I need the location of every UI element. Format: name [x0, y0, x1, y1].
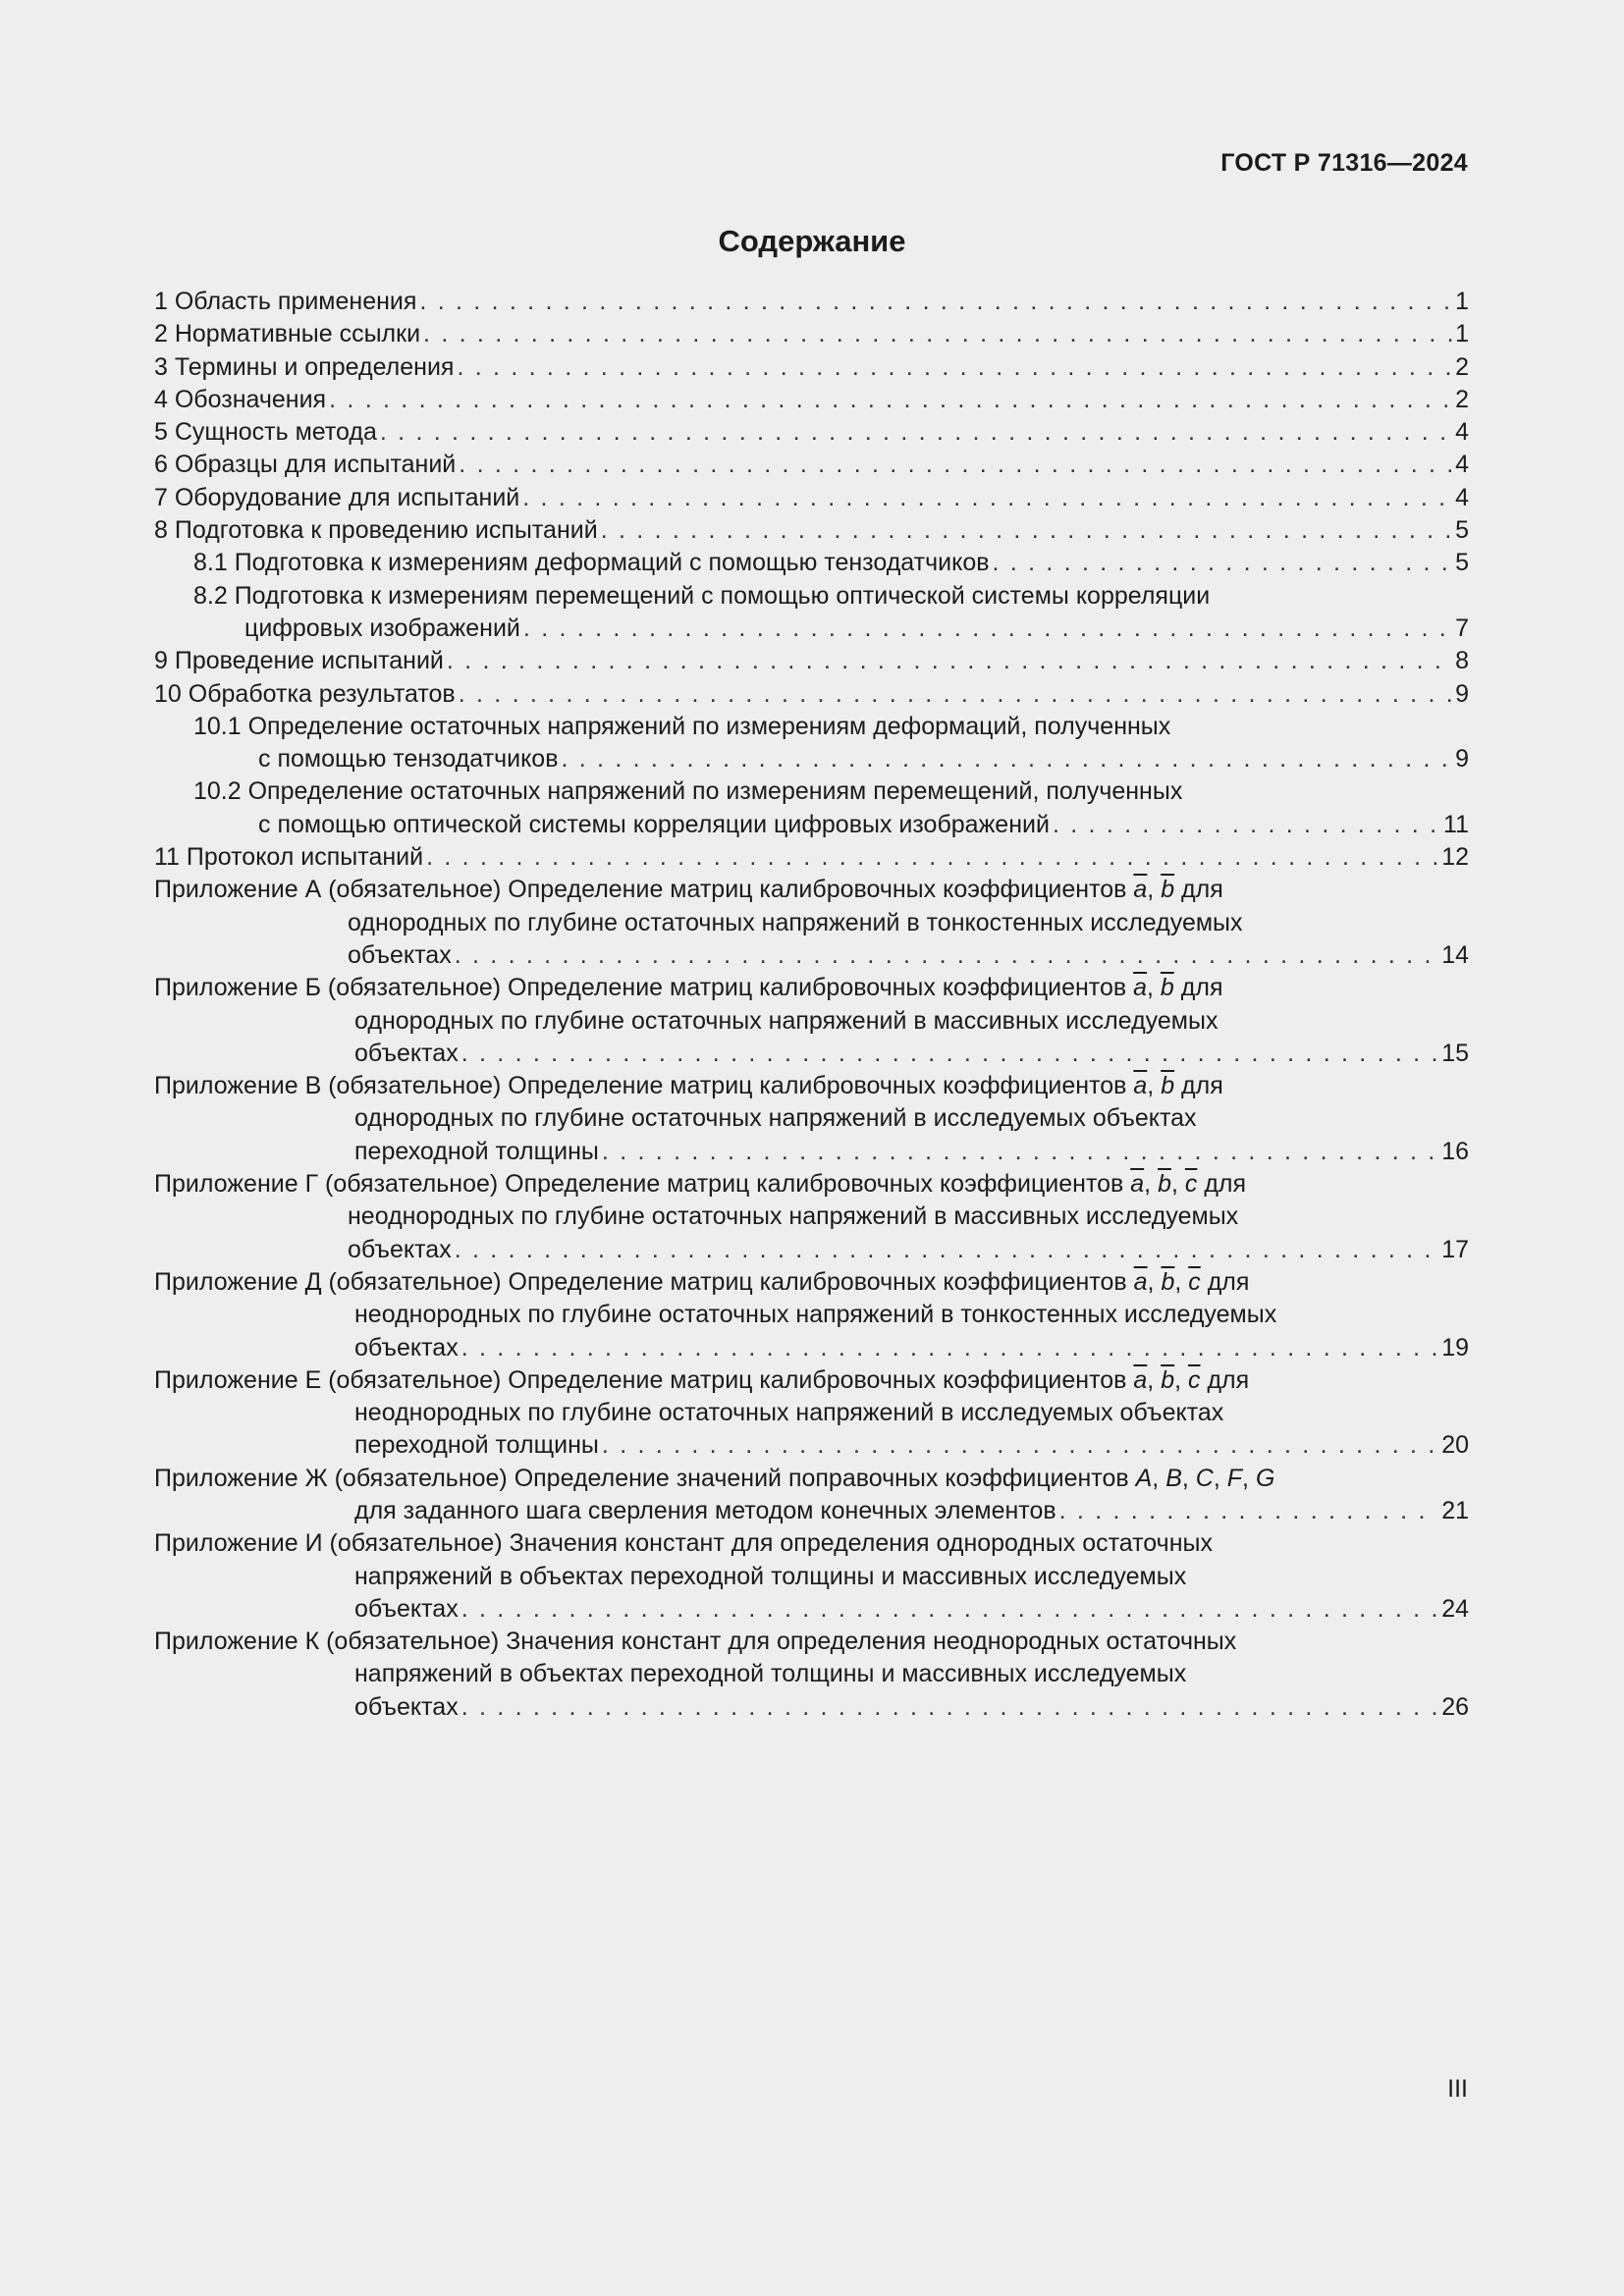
- separator: ,: [1152, 1464, 1166, 1492]
- vector-symbol: $\overline{c}$: [1184, 1170, 1198, 1199]
- toc-entry-title: [154, 1070, 1469, 1102]
- coefficient-symbol: B: [1165, 1464, 1182, 1492]
- toc-page-number: 9: [1455, 745, 1469, 774]
- vector-symbol: $\overline{c}$: [1188, 1365, 1201, 1394]
- toc-entry-text: для: [1174, 876, 1223, 904]
- toc-entry-line: [154, 1658, 1469, 1690]
- dot-leader: [601, 514, 1452, 547]
- toc-entry-appV[interactable]: [154, 1070, 1469, 1168]
- toc-entry-text: неоднородных по глубине остаточных напряжений в тонкостенных исследуемых: [354, 1301, 1277, 1329]
- dot-leader: [461, 1691, 1438, 1724]
- dot-leader: [459, 678, 1452, 711]
- dot-leader: [523, 613, 1452, 645]
- vector-symbol: $\overline{b}$: [1158, 1170, 1171, 1199]
- table-of-contents: [154, 286, 1469, 1724]
- toc-entry-last-line: [154, 1038, 1469, 1070]
- toc-page-number: 1: [1455, 288, 1469, 315]
- coefficient-symbol: G: [1255, 1464, 1275, 1492]
- dot-leader: [522, 482, 1452, 514]
- separator: ,: [1147, 974, 1161, 1002]
- separator: ,: [1170, 1170, 1185, 1199]
- toc-page-number: 11: [1443, 810, 1469, 838]
- toc-entry-last-line: [154, 416, 1469, 449]
- separator: ,: [1147, 1267, 1162, 1296]
- separator: ,: [1147, 876, 1162, 904]
- toc-entry-title: [154, 1364, 1469, 1397]
- dot-leader: [459, 449, 1452, 481]
- vector-symbol: $\overline{a}$: [1133, 974, 1148, 1002]
- vector-symbol: $\overline{b}$: [1161, 1072, 1175, 1100]
- toc-entry-appE[interactable]: [154, 1364, 1469, 1463]
- vector-symbol: $\overline{a}$: [1133, 876, 1148, 904]
- toc-entry-last-line: [154, 1332, 1469, 1364]
- toc-entry-text: 7 Оборудование для испытаний: [154, 483, 520, 511]
- page-number: III: [1447, 2075, 1468, 2103]
- toc-page-number: 16: [1441, 1137, 1469, 1165]
- toc-page-number: 8: [1455, 647, 1469, 675]
- dot-leader: [461, 1332, 1438, 1364]
- toc-entry-text: объектах: [348, 1235, 452, 1263]
- toc-entry-text: Приложение И (обязательное) Значения констант для определения однородных остаточных: [154, 1529, 1213, 1558]
- dot-leader: [461, 1038, 1438, 1070]
- toc-entry-line: [154, 1397, 1469, 1429]
- toc-entry-text: напряжений в объектах переходной толщины и массивных исследуемых: [354, 1660, 1187, 1688]
- separator: ,: [1213, 1464, 1227, 1492]
- toc-entry-text: 6 Образцы для испытаний: [154, 451, 457, 479]
- toc-entry-text: Приложение Б (обязательное) Определение матриц калибровочных коэффициентов: [154, 974, 1134, 1002]
- toc-entry-text: переходной толщины: [354, 1137, 599, 1165]
- toc-entry-text: Приложение Г (обязательное) Определение матриц калибровочных коэффициентов: [154, 1170, 1131, 1199]
- toc-entry-title: [154, 874, 1469, 906]
- vector-symbol: $\overline{a}$: [1133, 1072, 1148, 1100]
- toc-entry-text: Приложение Е (обязательное) Определение матриц калибровочных коэффициентов: [154, 1365, 1134, 1394]
- toc-entry-text: неоднородных по глубине остаточных напряжений в массивных исследуемых: [348, 1202, 1239, 1231]
- dot-leader: [447, 645, 1452, 677]
- toc-entry-text: объектах: [348, 940, 452, 969]
- toc-entry-text: цифровых изображений: [244, 614, 520, 642]
- separator: ,: [1181, 1464, 1196, 1492]
- toc-entry-appD[interactable]: [154, 1266, 1469, 1364]
- toc-entry-last-line: [154, 841, 1469, 874]
- toc-entry-last-line: [193, 743, 1469, 775]
- toc-page-number: 14: [1441, 940, 1469, 969]
- toc-entry-s9[interactable]: [154, 645, 1469, 677]
- vector-symbol: $\overline{b}$: [1161, 1365, 1175, 1394]
- vector-symbol: $\overline{a}$: [1133, 1365, 1148, 1394]
- toc-entry-appI[interactable]: [154, 1527, 1469, 1626]
- toc-entry-text: объектах: [354, 1692, 459, 1721]
- toc-entry-text: 8.1 Подготовка к измерениям деформаций с помощью тензодатчиков: [193, 549, 990, 577]
- toc-entry-appK[interactable]: [154, 1626, 1469, 1724]
- toc-entry-last-line: [193, 547, 1469, 579]
- toc-entry-text: 8.2 Подготовка к измерениям перемещений с помощью оптической системы корреляции: [193, 581, 1211, 610]
- toc-entry-last-line: [154, 1429, 1469, 1462]
- dot-leader: [423, 318, 1452, 350]
- toc-entry-s2[interactable]: [154, 318, 1469, 350]
- toc-entry-appG[interactable]: [154, 1168, 1469, 1266]
- toc-entry-last-line: [154, 384, 1469, 416]
- toc-entry-text: Приложение К (обязательное) Значения констант для определения неоднородных остаточных: [154, 1628, 1237, 1656]
- toc-entry-title: [154, 1626, 1469, 1658]
- toc-page-number: 19: [1441, 1333, 1469, 1362]
- dot-leader: [380, 416, 1452, 449]
- toc-entry-line: [154, 1299, 1469, 1331]
- dot-leader: [602, 1429, 1438, 1462]
- toc-entry-text: 10.2 Определение остаточных напряжений по измерениям перемещений, полученных: [193, 777, 1183, 806]
- toc-page-number: 4: [1455, 483, 1469, 511]
- toc-page-number: 1: [1455, 320, 1469, 348]
- toc-entry-last-line: [154, 1234, 1469, 1266]
- toc-entry-text: 11 Протокол испытаний: [154, 843, 424, 872]
- dot-leader: [993, 547, 1453, 579]
- toc-entry-text: однородных по глубине остаточных напряжений в исследуемых объектах: [354, 1104, 1197, 1133]
- toc-page-number: 5: [1455, 549, 1469, 577]
- toc-entry-text: 1 Область применения: [154, 288, 417, 315]
- vector-symbol: $\overline{a}$: [1130, 1170, 1145, 1199]
- dot-leader: [1059, 1495, 1439, 1527]
- dot-leader: [455, 939, 1438, 972]
- toc-entry-text: с помощью оптической системы корреляции цифровых изображений: [258, 810, 1050, 838]
- toc-entry-text: 2 Нормативные ссылки: [154, 320, 421, 348]
- vector-symbol: $\overline{b}$: [1161, 1267, 1175, 1296]
- toc-page-number: 24: [1441, 1594, 1469, 1623]
- toc-page-number: 4: [1455, 418, 1469, 447]
- toc-entry-text: неоднородных по глубине остаточных напряжений в исследуемых объектах: [354, 1399, 1224, 1427]
- toc-entry-last-line: [154, 482, 1469, 514]
- toc-entry-s10_2[interactable]: [154, 775, 1469, 841]
- toc-entry-last-line: [154, 1593, 1469, 1626]
- separator: ,: [1144, 1170, 1159, 1199]
- toc-entry-text: объектах: [354, 1333, 459, 1362]
- toc-entry-appB[interactable]: [154, 972, 1469, 1070]
- toc-entry-appZh[interactable]: [154, 1463, 1469, 1528]
- toc-page-number: 20: [1441, 1431, 1469, 1460]
- toc-entry-text: 9 Проведение испытаний: [154, 647, 444, 675]
- toc-entry-text: 10.1 Определение остаточных напряжений по измерениям деформаций, полученных: [193, 712, 1171, 740]
- toc-entry-line: [154, 1201, 1469, 1233]
- dot-leader: [457, 351, 1452, 384]
- dot-leader: [1053, 809, 1440, 841]
- toc-entry-text: 5 Сущность метода: [154, 418, 377, 447]
- toc-entry-text: Приложение Д (обязательное) Определение матриц калибровочных коэффициентов: [154, 1267, 1134, 1296]
- toc-entry-s8_2[interactable]: [154, 580, 1469, 646]
- toc-entry-text: объектах: [354, 1039, 459, 1067]
- toc-entry-text: Приложение В (обязательное) Определение матриц калибровочных коэффициентов: [154, 1072, 1134, 1100]
- toc-entry-line: [193, 580, 1469, 613]
- separator: ,: [1147, 1072, 1162, 1100]
- toc-page-number: 26: [1441, 1692, 1469, 1721]
- toc-page-number: 9: [1455, 679, 1469, 708]
- toc-entry-text: однородных по глубине остаточных напряжений в массивных исследуемых: [354, 1006, 1218, 1035]
- toc-entry-text: Приложение А (обязательное) Определение матриц калибровочных коэффициентов: [154, 876, 1134, 904]
- toc-entry-title: [154, 1168, 1469, 1201]
- dot-leader: [455, 1234, 1438, 1266]
- toc-page-number: 17: [1441, 1235, 1469, 1263]
- dot-leader: [561, 743, 1452, 775]
- toc-entry-text: для заданного шага сверления методом конечных элементов: [354, 1496, 1056, 1524]
- vector-symbol: $\overline{b}$: [1160, 974, 1174, 1002]
- toc-entry-text: 4 Обозначения: [154, 385, 327, 413]
- toc-entry-s5[interactable]: [154, 416, 1469, 449]
- toc-entry-text: переходной толщины: [354, 1431, 599, 1460]
- vector-symbol: $\overline{b}$: [1161, 876, 1175, 904]
- toc-entry-s8[interactable]: [154, 514, 1469, 547]
- toc-entry-text: для: [1197, 1170, 1247, 1199]
- toc-entry-text: 10 Обработка результатов: [154, 679, 456, 708]
- dot-leader: [461, 1593, 1438, 1626]
- toc-entry-s11[interactable]: [154, 841, 1469, 874]
- toc-entry-last-line: [154, 939, 1469, 972]
- toc-entry-last-line: [154, 1495, 1469, 1527]
- separator: ,: [1242, 1464, 1256, 1492]
- toc-entry-title: [154, 1463, 1469, 1495]
- toc-entry-text: для: [1173, 974, 1223, 1002]
- toc-entry-text: 8 Подготовка к проведению испытаний: [154, 516, 598, 545]
- toc-entry-last-line: [154, 1136, 1469, 1168]
- page-title: Содержание: [718, 224, 906, 258]
- toc-entry-text: объектах: [354, 1594, 459, 1623]
- dot-leader: [419, 286, 1452, 318]
- toc-entry-s1[interactable]: [154, 286, 1469, 318]
- toc-entry-last-line: [154, 449, 1469, 481]
- toc-entry-text: однородных по глубине остаточных напряжений в тонкостенных исследуемых: [348, 908, 1243, 936]
- coefficient-symbol: F: [1226, 1464, 1243, 1492]
- toc-entry-last-line: [154, 286, 1469, 318]
- separator: ,: [1147, 1365, 1162, 1394]
- toc-entry-line: [193, 711, 1469, 743]
- toc-entry-line: [154, 1005, 1469, 1038]
- toc-entry-last-line: [154, 678, 1469, 711]
- toc-entry-last-line: [154, 645, 1469, 677]
- toc-entry-text: для: [1200, 1267, 1250, 1296]
- dot-leader: [329, 384, 1452, 416]
- toc-entry-line: [154, 907, 1469, 939]
- toc-entry-s10[interactable]: [154, 678, 1469, 711]
- vector-symbol: $\overline{c}$: [1188, 1267, 1201, 1296]
- toc-entry-line: [193, 775, 1469, 808]
- toc-page-number: 7: [1455, 614, 1469, 642]
- toc-entry-title: [154, 1527, 1469, 1560]
- coefficient-symbol: C: [1195, 1464, 1214, 1492]
- vector-symbol: $\overline{a}$: [1133, 1267, 1148, 1296]
- toc-entry-s7[interactable]: [154, 482, 1469, 514]
- toc-entry-last-line: [154, 351, 1469, 384]
- toc-entry-title: [154, 972, 1469, 1004]
- toc-entry-s3[interactable]: [154, 351, 1469, 384]
- toc-page-number: 2: [1455, 385, 1469, 413]
- toc-entry-s10_1[interactable]: [154, 711, 1469, 776]
- toc-entry-s8_1[interactable]: [154, 547, 1469, 579]
- separator: ,: [1174, 1365, 1189, 1394]
- toc-page-number: 12: [1441, 843, 1469, 872]
- toc-entry-line: [154, 1561, 1469, 1593]
- toc-entry-last-line: [193, 613, 1469, 645]
- toc-page-number: 15: [1441, 1039, 1469, 1067]
- toc-entry-last-line: [193, 809, 1469, 841]
- toc-page-number: 21: [1441, 1496, 1469, 1524]
- toc-entry-text: 3 Термины и определения: [154, 352, 455, 381]
- toc-entry-text: Приложение Ж (обязательное) Определение значений поправочных коэффициентов: [154, 1464, 1136, 1492]
- toc-entry-s4[interactable]: [154, 384, 1469, 416]
- separator: ,: [1174, 1267, 1189, 1296]
- toc-entry-appA[interactable]: [154, 874, 1469, 972]
- toc-page-number: 2: [1455, 352, 1469, 381]
- toc-entry-text: для: [1174, 1072, 1223, 1100]
- dot-leader: [602, 1136, 1438, 1168]
- document-code: ГОСТ Р 71316—2024: [1220, 149, 1468, 177]
- toc-entry-text: напряжений в объектах переходной толщины и массивных исследуемых: [354, 1562, 1187, 1590]
- toc-entry-text: для: [1200, 1365, 1250, 1394]
- toc-entry-s6[interactable]: [154, 449, 1469, 481]
- toc-entry-text: с помощью тензодатчиков: [258, 745, 559, 774]
- toc-entry-last-line: [154, 318, 1469, 350]
- toc-page-number: 5: [1455, 516, 1469, 545]
- toc-entry-last-line: [154, 1691, 1469, 1724]
- toc-entry-last-line: [154, 514, 1469, 547]
- dot-leader: [426, 841, 1438, 874]
- toc-entry-title: [154, 1266, 1469, 1299]
- toc-entry-line: [154, 1102, 1469, 1135]
- coefficient-symbol: A: [1135, 1464, 1153, 1492]
- toc-page-number: 4: [1455, 451, 1469, 479]
